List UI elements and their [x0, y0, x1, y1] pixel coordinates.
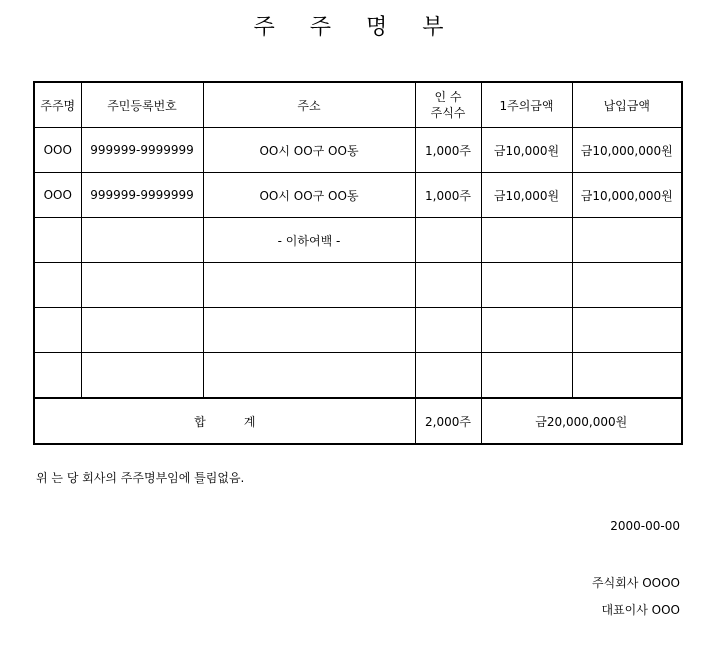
cell-empty — [81, 353, 203, 399]
cell-empty — [34, 353, 81, 399]
total-label-text: 합 계 — [194, 414, 256, 429]
cell-empty — [572, 308, 682, 353]
header-price-per-share: 1주의금액 — [481, 82, 572, 128]
header-id-number: 주민등록번호 — [81, 82, 203, 128]
cell-empty — [572, 353, 682, 399]
company-name: 주식회사 OOOO — [592, 576, 680, 590]
cell-price: 금10,000원 — [481, 173, 572, 218]
table-row — [34, 128, 682, 173]
cell-empty — [481, 353, 572, 399]
cell-empty — [81, 218, 203, 263]
cell-empty — [203, 263, 415, 308]
total-label — [34, 398, 415, 444]
table-row-empty — [34, 308, 682, 353]
cell-empty — [481, 218, 572, 263]
total-shares: 2,000주 — [415, 398, 481, 444]
certification-statement: 위 는 당 회사의 주주명부임에 틀림없음. — [36, 471, 245, 485]
header-row — [34, 82, 682, 128]
document-title: 주 주 명 부 — [253, 15, 458, 40]
cell-empty — [481, 263, 572, 308]
cell-id-number: 999999-9999999 — [81, 173, 203, 218]
cell-shares: 1,000주 — [415, 128, 481, 173]
cell-empty — [81, 263, 203, 308]
cell-empty — [203, 353, 415, 399]
document-date: 2000-00-00 — [610, 519, 680, 533]
header-address: 주소 — [203, 82, 415, 128]
table-row-empty — [34, 353, 682, 399]
header-shares — [415, 82, 481, 128]
total-paid: 금20,000,000원 — [481, 398, 682, 444]
header-shares-line2: 주식수 — [430, 106, 466, 120]
cell-name: OOO — [34, 173, 81, 218]
header-name: 주주명 — [34, 82, 81, 128]
representative-name: 대표이사 OOO — [601, 603, 680, 617]
cell-empty — [415, 263, 481, 308]
cell-empty — [34, 263, 81, 308]
cell-empty — [415, 353, 481, 399]
cell-empty — [81, 308, 203, 353]
cell-id-number: 999999-9999999 — [81, 128, 203, 173]
header-shares-line1: 인 수 — [434, 90, 462, 104]
table-row — [34, 173, 682, 218]
cell-empty — [34, 308, 81, 353]
cell-paid: 금10,000,000원 — [572, 173, 682, 218]
cell-empty — [481, 308, 572, 353]
table-row-blank-note — [34, 218, 682, 263]
cell-empty — [572, 263, 682, 308]
cell-paid: 금10,000,000원 — [572, 128, 682, 173]
cell-empty — [34, 218, 81, 263]
cell-empty — [415, 218, 481, 263]
cell-address: OO시 OO구 OO동 — [203, 128, 415, 173]
shareholder-register-table — [33, 81, 683, 445]
blank-note: - 이하여백 - — [203, 218, 415, 263]
cell-name: OOO — [34, 128, 81, 173]
table-row-empty — [34, 263, 682, 308]
header-paid-amount: 납입금액 — [572, 82, 682, 128]
cell-shares: 1,000주 — [415, 173, 481, 218]
cell-empty — [415, 308, 481, 353]
cell-price: 금10,000원 — [481, 128, 572, 173]
total-row — [34, 398, 682, 444]
cell-empty — [203, 308, 415, 353]
cell-empty — [572, 218, 682, 263]
cell-address: OO시 OO구 OO동 — [203, 173, 415, 218]
